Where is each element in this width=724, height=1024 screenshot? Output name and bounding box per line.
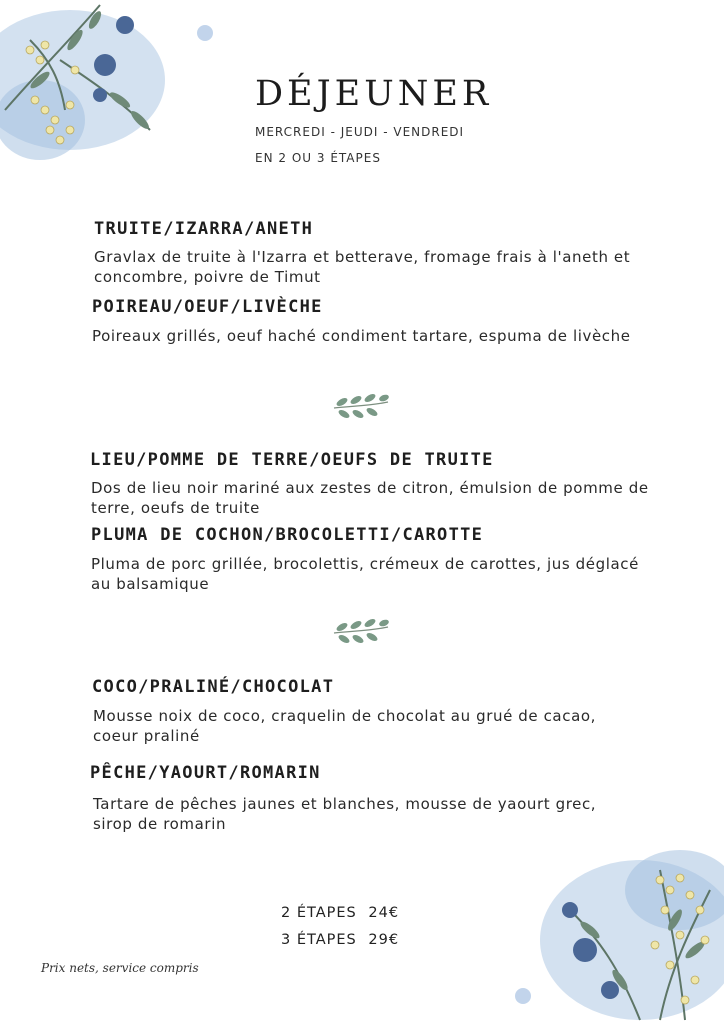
price-amount: 24€ — [368, 905, 400, 921]
price-label: 3 ÉTAPES — [281, 932, 357, 948]
dish-description: Pluma de porc grillée, brocolettis, crémeux de carottes, jus déglacé au balsamique — [91, 555, 639, 593]
leaf-divider-icon — [330, 617, 392, 649]
dish-name: PÊCHE/YAOURT/ROMARIN — [90, 763, 321, 783]
dish-description: Gravlax de truite à l'Izarra et betterave, fromage frais à l'aneth et concombre, poivre de Timut — [94, 248, 631, 286]
price-line — [281, 932, 399, 948]
price-amount: 29€ — [368, 932, 400, 948]
price-label: 2 ÉTAPES — [281, 905, 357, 921]
floral-decoration-top-left — [0, 0, 220, 170]
menu-title: DÉJEUNER — [255, 74, 493, 114]
dish-name: PLUMA DE COCHON/BROCOLETTI/CAROTTE — [91, 525, 484, 545]
dish-description: Tartare de pêches jaunes et blanches, mousse de yaourt grec, sirop de romarin — [93, 795, 597, 833]
dish-description: Mousse noix de coco, craquelin de chocolat au grué de cacao, coeur praliné — [93, 707, 597, 745]
dish-name: COCO/PRALINÉ/CHOCOLAT — [92, 677, 335, 697]
price-line — [281, 905, 399, 921]
dish-name: TRUITE/IZARRA/ANETH — [94, 219, 314, 239]
menu-days: MERCREDI - JEUDI - VENDREDI — [255, 125, 465, 139]
dish-name: LIEU/POMME DE TERRE/OEUFS DE TRUITE — [90, 450, 494, 470]
menu-steps: EN 2 OU 3 ÉTAPES — [255, 151, 381, 165]
dish-name: POIREAU/OEUF/LIVÈCHE — [92, 297, 323, 317]
price-footnote: Prix nets, service compris — [41, 961, 199, 975]
floral-decoration-bottom-right — [510, 850, 724, 1024]
leaf-divider-icon — [330, 392, 392, 424]
dish-description: Poireaux grillés, oeuf haché condiment tartare, espuma de livèche — [92, 327, 631, 345]
dish-description: Dos de lieu noir mariné aux zestes de citron, émulsion de pomme de terre, oeufs de truite — [91, 479, 649, 517]
